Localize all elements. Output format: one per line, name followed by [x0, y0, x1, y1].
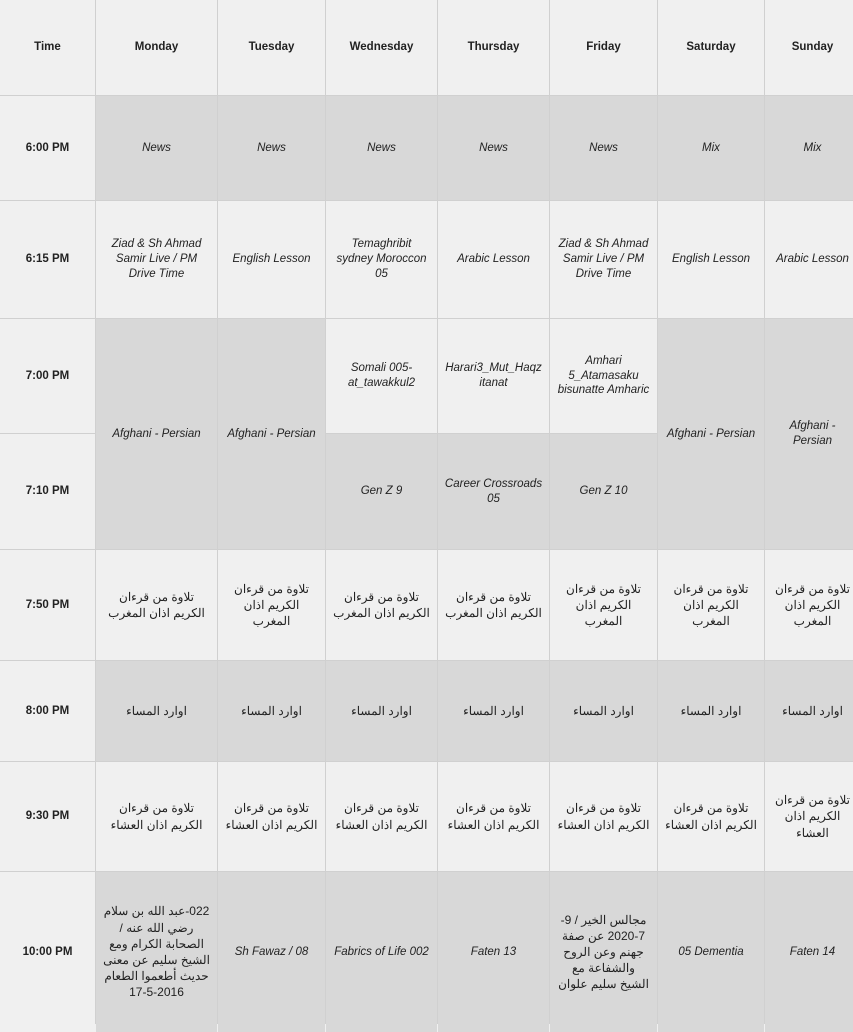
program-cell: Career Crossroads 05 — [438, 434, 549, 549]
program-cell: Gen Z 10 — [550, 434, 657, 549]
program-cell: News — [550, 96, 657, 200]
program-cell: تلاوة من قرءان الكريم اذان المغرب — [765, 550, 853, 660]
program-cell: تلاوة من قرءان الكريم اذان العشاء — [765, 762, 853, 871]
program-cell: تلاوة من قرءان الكريم اذان المغرب — [96, 550, 217, 660]
program-cell: تلاوة من قرءان الكريم اذان العشاء — [218, 762, 325, 871]
program-cell: اوارد المساء — [326, 661, 437, 761]
program-cell: Faten 13 — [438, 872, 549, 1032]
program-cell: Afghani - Persian — [96, 319, 217, 549]
program-cell: تلاوة من قرءان الكريم اذان العشاء — [550, 762, 657, 871]
time-label: 10:00 PM — [0, 872, 95, 1032]
program-cell: تلاوة من قرءان الكريم اذان العشاء — [658, 762, 764, 871]
program-cell: تلاوة من قرءان الكريم اذان العشاء — [326, 762, 437, 871]
program-cell: تلاوة من قرءان الكريم اذان المغرب — [326, 550, 437, 660]
time-label: 7:50 PM — [0, 550, 95, 660]
program-cell: تلاوة من قرءان الكريم اذان المغرب — [218, 550, 325, 660]
time-label: 8:00 PM — [0, 661, 95, 761]
program-cell: تلاوة من قرءان الكريم اذان العشاء — [438, 762, 549, 871]
time-label: 9:30 PM — [0, 762, 95, 871]
program-cell: تلاوة من قرءان الكريم اذان المغرب — [550, 550, 657, 660]
program-cell: Arabic Lesson — [765, 201, 853, 318]
program-cell: Gen Z 9 — [326, 434, 437, 549]
program-cell: News — [96, 96, 217, 200]
program-cell: اوارد المساء — [658, 661, 764, 761]
program-cell: Arabic Lesson — [438, 201, 549, 318]
program-cell: تلاوة من قرءان الكريم اذان المغرب — [438, 550, 549, 660]
header-saturday: Saturday — [658, 0, 764, 95]
program-cell: Temaghribit sydney Moroccon 05 — [326, 201, 437, 318]
program-cell: اوارد المساء — [218, 661, 325, 761]
program-cell: تلاوة من قرءان الكريم اذان العشاء — [96, 762, 217, 871]
program-cell: Mix — [658, 96, 764, 200]
time-label: 7:00 PM — [0, 319, 95, 433]
header-wednesday: Wednesday — [326, 0, 437, 95]
program-cell: اوارد المساء — [96, 661, 217, 761]
program-cell: 05 Dementia — [658, 872, 764, 1032]
program-cell: News — [326, 96, 437, 200]
header-sunday: Sunday — [765, 0, 853, 95]
program-cell: Ziad & Sh Ahmad Samir Live / PM Drive Time — [96, 201, 217, 318]
program-cell: Somali 005-at_tawakkul2 — [326, 319, 437, 433]
program-cell: Afghani - Persian — [765, 319, 853, 549]
header-friday: Friday — [550, 0, 657, 95]
program-cell: تلاوة من قرءان الكريم اذان المغرب — [658, 550, 764, 660]
program-cell: اوارد المساء — [550, 661, 657, 761]
time-label: 6:15 PM — [0, 201, 95, 318]
program-cell: Sh Fawaz / 08 — [218, 872, 325, 1032]
program-cell: Mix — [765, 96, 853, 200]
program-cell: Faten 14 — [765, 872, 853, 1032]
header-time: Time — [0, 0, 95, 95]
program-cell: 022-عبد الله بن سلام رضي الله عنه / الصحابة الكرام ومع الشيخ سليم عن معنى حديث أطعموا الطعام 2016-5-17 — [96, 872, 217, 1032]
program-cell: Afghani - Persian — [658, 319, 764, 549]
time-label: 7:10 PM — [0, 434, 95, 549]
program-cell: Harari3_Mut_Haqzitanat — [438, 319, 549, 433]
program-cell: Ziad & Sh Ahmad Samir Live / PM Drive Time — [550, 201, 657, 318]
time-label: 6:00 PM — [0, 96, 95, 200]
header-thursday: Thursday — [438, 0, 549, 95]
program-cell: Afghani - Persian — [218, 319, 325, 549]
program-cell: اوارد المساء — [765, 661, 853, 761]
program-cell: News — [218, 96, 325, 200]
program-cell: اوارد المساء — [438, 661, 549, 761]
program-cell: English Lesson — [658, 201, 764, 318]
header-monday: Monday — [96, 0, 217, 95]
program-cell: مجالس الخير / 9-7-2020 عن صفة جهنم وعن الروح والشفاعة مع الشيخ سليم علوان — [550, 872, 657, 1032]
program-cell: Fabrics of Life 002 — [326, 872, 437, 1032]
header-tuesday: Tuesday — [218, 0, 325, 95]
program-cell: English Lesson — [218, 201, 325, 318]
program-cell: News — [438, 96, 549, 200]
program-cell: Amhari 5_Atamasaku bisunatte Amharic — [550, 319, 657, 433]
